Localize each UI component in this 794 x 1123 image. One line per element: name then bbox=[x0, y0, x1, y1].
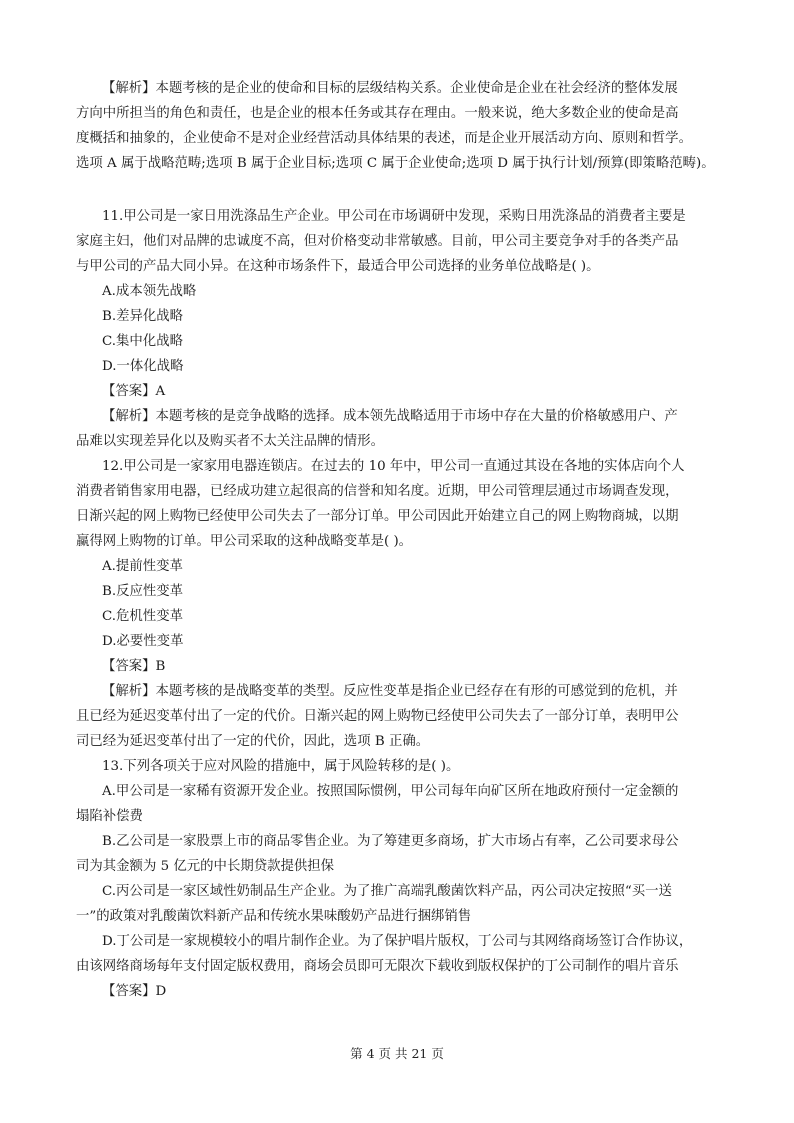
question-13-option-d: D.丁公司是一家规模较小的唱片制作企业。为了保护唱片版权，丁公司与其网络商场签订合作协议， bbox=[102, 934, 693, 949]
analysis-line: 选项 A 属于战略范畴;选项 B 属于企业目标;选项 C 属于企业使命;选项 D 属于执行计划/预算(即策略范畴)。 bbox=[76, 156, 715, 171]
question-13-option-b: B.乙公司是一家股票上市的商品零售企业。为了筹建更多商场，扩大市场占有率，乙公司要求母公 bbox=[102, 834, 679, 849]
question-13-stem: 13.下列各项关于应对风险的措施中，属于风险转移的是( )。 bbox=[102, 759, 460, 774]
question-13-option-b: 司为其金额为 5 亿元的中长期贷款提供担保 bbox=[76, 859, 335, 874]
question-13-option-c: C.丙公司是一家区域性奶制品生产企业。为了推广高端乳酸菌饮料产品，丙公司决定按照“买一送 bbox=[102, 884, 672, 899]
question-11-stem: 家庭主妇，他们对品牌的忠诚度不高，但对价格变动非常敏感。目前，甲公司主要竞争对手的各类产品 bbox=[76, 234, 679, 249]
analysis-line: 方向中所担当的角色和责任，也是企业的根本任务或其存在理由。一般来说，绝大多数企业的使命是高 bbox=[76, 106, 679, 121]
question-12-stem: 消费者销售家用电器，已经成功建立起很高的信誉和知名度。近期，甲公司管理层通过市场调查发现， bbox=[76, 484, 679, 499]
document-page bbox=[76, 76, 722, 1004]
question-13-answer: 【答案】D bbox=[102, 984, 167, 999]
question-12-analysis: 且已经为延迟变革付出了一定的代价。日渐兴起的网上购物已经使甲公司失去了一部分订单，表明甲公 bbox=[76, 709, 679, 724]
question-13-option-a: 塌陷补偿费 bbox=[76, 809, 143, 824]
question-11-option-a: A.成本领先战略 bbox=[102, 284, 197, 299]
question-11-option-d: D.一体化战略 bbox=[102, 359, 184, 374]
analysis-line: 【解析】本题考核的是企业的使命和目标的层级结构关系。企业使命是企业在社会经济的整体发展 bbox=[102, 81, 678, 96]
question-13-option-d: 由该网络商场每年支付固定版权费用，商场会员即可无限次下载收到版权保护的丁公司制作的唱片音乐 bbox=[76, 959, 679, 974]
question-12-option-c: C.危机性变革 bbox=[102, 609, 183, 624]
question-12-analysis: 【解析】本题考核的是战略变革的类型。反应性变革是指企业已经存在有形的可感觉到的危机，并 bbox=[102, 684, 678, 699]
question-11-analysis: 【解析】本题考核的是竞争战略的选择。成本领先战略适用于市场中存在大量的价格敏感用户、产 bbox=[102, 409, 678, 424]
question-12-stem: 12.甲公司是一家家用电器连锁店。在过去的 10 年中，甲公司一直通过其设在各地的实体店向个人 bbox=[102, 459, 685, 474]
question-12-option-d: D.必要性变革 bbox=[102, 634, 184, 649]
question-12-analysis: 司已经为延迟变革付出了一定的代价，因此，选项 B 正确。 bbox=[76, 734, 430, 749]
question-11-stem: 11.甲公司是一家日用洗涤品生产企业。甲公司在市场调研中发现，采购日用洗涤品的消费者主要是 bbox=[102, 209, 686, 224]
question-13-option-c: 一”的政策对乳酸菌饮料新产品和传统水果味酸奶产品进行捆绑销售 bbox=[76, 909, 472, 924]
page-number-footer: 第 4 页 共 21 页 bbox=[350, 1046, 444, 1061]
question-11-option-b: B.差异化战略 bbox=[102, 309, 184, 324]
question-11-answer: 【答案】A bbox=[102, 384, 166, 399]
question-11-stem: 与甲公司的产品大同小异。在这种市场条件下，最适合甲公司选择的业务单位战略是( )。 bbox=[76, 259, 600, 274]
question-13-option-a: A.甲公司是一家稀有资源开发企业。按照国际惯例，甲公司每年向矿区所在地政府预付一定金额的 bbox=[102, 784, 679, 799]
question-12-option-a: A.提前性变革 bbox=[102, 559, 183, 574]
question-12-option-b: B.反应性变革 bbox=[102, 584, 184, 599]
question-12-stem: 日渐兴起的网上购物已经使甲公司失去了一部分订单。甲公司因此开始建立自己的网上购物商城，以期 bbox=[76, 509, 679, 524]
question-12-answer: 【答案】B bbox=[102, 659, 166, 674]
question-11-option-c: C.集中化战略 bbox=[102, 334, 183, 349]
question-11-analysis: 品难以实现差异化以及购买者不太关注品牌的情形。 bbox=[76, 434, 384, 449]
question-12-stem: 赢得网上购物的订单。甲公司采取的这种战略变革是( )。 bbox=[76, 534, 413, 549]
paragraph-gap bbox=[76, 176, 722, 204]
analysis-line: 度概括和抽象的，企业使命不是对企业经营活动具体结果的表述，而是企业开展活动方向、原则和哲学。 bbox=[76, 131, 692, 146]
